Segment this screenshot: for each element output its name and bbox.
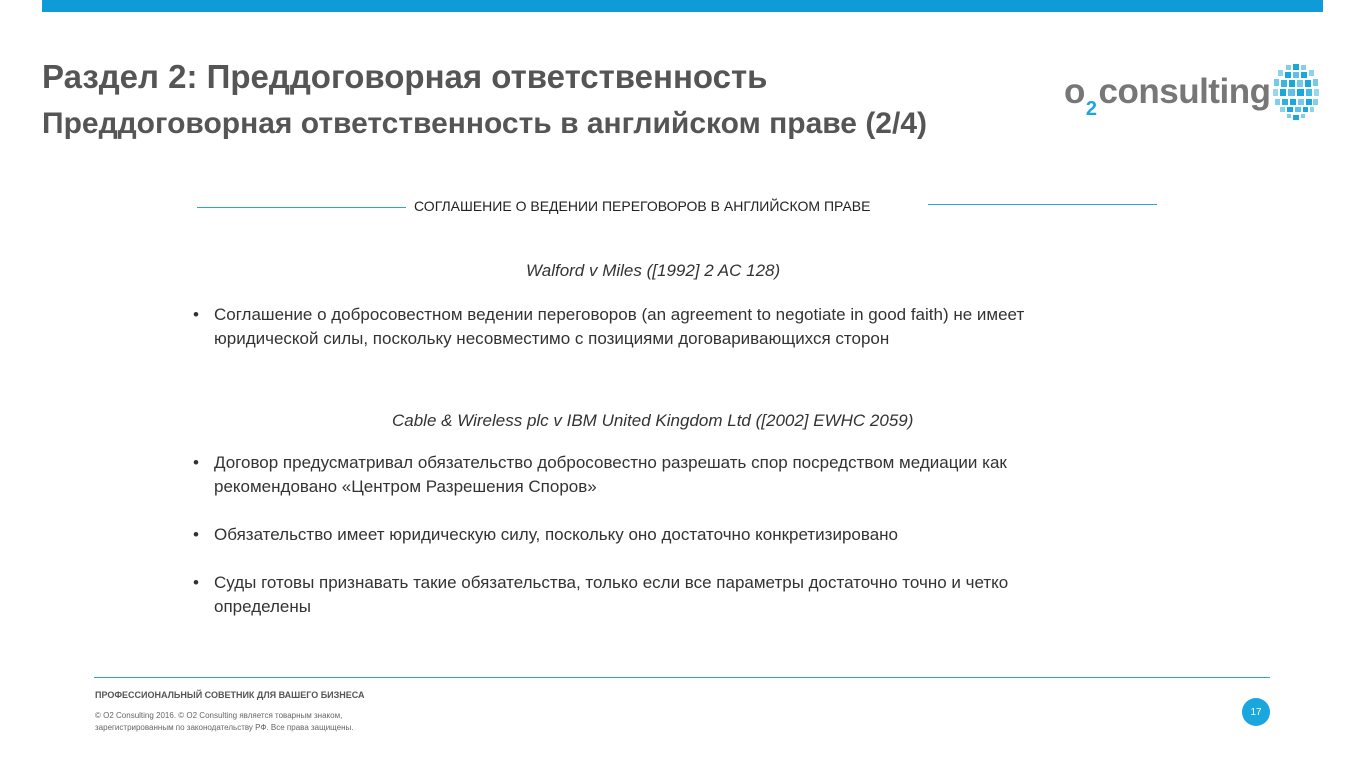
case-title: Cable & Wireless plc v IBM United Kingdom Ltd ([2002] EWHC 2059) <box>392 411 914 430</box>
list-item-line: Обязательство имеет юридическую силу, поскольку оно достаточно конкретизировано <box>214 525 899 544</box>
logo-subscript: 2 <box>1085 98 1097 120</box>
list-item <box>193 571 1008 619</box>
globe-logo-icon <box>1272 64 1320 122</box>
list-item-line: Соглашение о добросовестном ведении переговоров (an agreement to negotiate in good faith) не имеет <box>214 305 1025 324</box>
list-item-line: юридической силы, поскольку несовместимо с позициями договаривающихся сторон <box>214 329 890 348</box>
page-subtitle: Преддоговорная ответственность в английском праве (2/4) <box>42 107 927 140</box>
page-title: Раздел 2: Преддоговорная ответственность <box>42 58 768 95</box>
list-item <box>193 303 1024 351</box>
footer-copyright-line: © O2 Consulting 2016. © O2 Consulting является товарным знаком, <box>95 711 343 720</box>
top-accent-bar <box>42 0 1323 12</box>
footer-divider <box>94 677 1270 678</box>
logo-prefix: o <box>1064 72 1085 111</box>
case-title: Walford v Miles ([1992] 2 AC 128) <box>526 261 781 280</box>
list-item-line: Суды готовы признавать такие обязательства, только если все параметры достаточно точно и четко <box>214 573 1009 592</box>
list-item-line: рекомендовано «Центром Разрешения Споров» <box>214 477 597 496</box>
list-item-line: Договор предусматривал обязательство добросовестно разрешать спор посредством медиации как <box>214 453 1007 472</box>
footer-tagline: ПРОФЕССИОНАЛЬНЫЙ СОВЕТНИК ДЛЯ ВАШЕГО БИЗНЕСА <box>95 690 365 700</box>
list-item-line: определены <box>214 597 311 616</box>
bullet-icon: • <box>193 305 199 324</box>
company-logo-text <box>1064 72 1271 120</box>
bullet-icon: • <box>193 525 199 544</box>
bullet-icon: • <box>193 573 199 592</box>
footer-copyright-line: зарегистрированным по законодательству РФ. Все права защищены. <box>95 723 354 732</box>
list-item <box>193 451 1007 499</box>
section-title: СОГЛАШЕНИЕ О ВЕДЕНИИ ПЕРЕГОВОРОВ В АНГЛИЙСКОМ ПРАВЕ <box>414 198 871 214</box>
page-number-badge: 17 <box>1242 698 1270 726</box>
section-divider-right <box>928 204 1157 205</box>
bullet-icon: • <box>193 453 199 472</box>
logo-name: consulting <box>1098 72 1271 111</box>
section-divider-left <box>197 207 406 208</box>
list-item <box>193 523 898 547</box>
footer-copyright <box>95 710 354 734</box>
